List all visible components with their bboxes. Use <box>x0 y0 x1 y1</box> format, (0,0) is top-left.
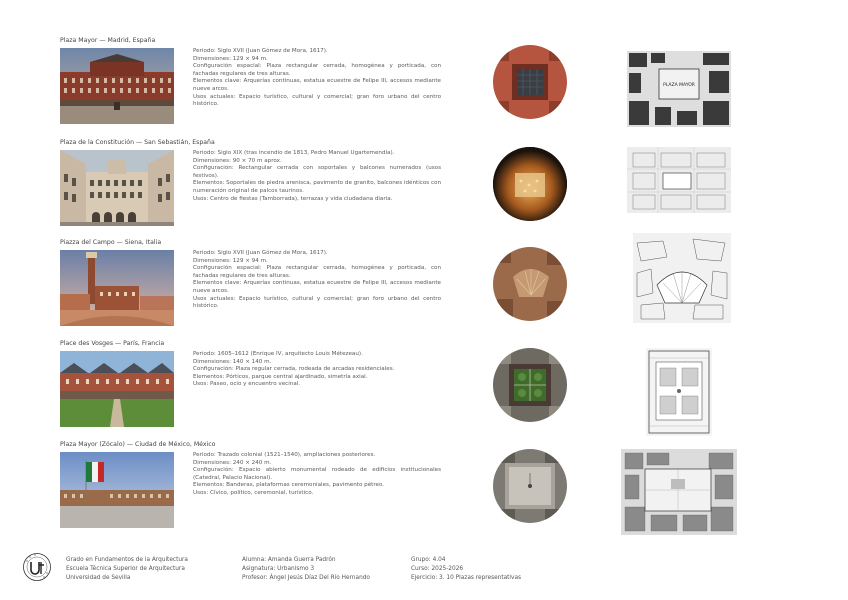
photo-plaza-mayor-madrid <box>60 48 174 124</box>
entry-title: Plaza Mayor — Madrid, España <box>60 37 156 44</box>
description-line: Periodo: Siglo XVII (Juan Gómez de Mora, 1617). <box>193 250 328 256</box>
description-line: Periodo: Siglo XIX (tras incendio de 1813, Pedro Manuel Ugartemendía). <box>193 150 395 156</box>
footer-institution <box>66 556 188 582</box>
description-line: Elementos: Soportales de piedra arenisca, pavimento de granito, balcones idénticos con numeración original de palcos taurinos. <box>193 180 441 194</box>
entry-madrid <box>0 37 848 137</box>
description-line: Configuración: Plaza regular cerrada, rodeada de arcadas residenciales. <box>193 366 395 373</box>
description-line: Configuración: Espacio abierto monumental rodeado de edificios institucionales (Catedral, Palacio Nacional). <box>193 467 441 481</box>
description-line: Periodo: Siglo XVII (Juan Gómez de Mora, 1617). <box>193 48 328 54</box>
photo-place-des-vosges <box>60 351 174 427</box>
description-line: Periodo: Trazado colonial (1521–1540), ampliaciones posteriores. <box>193 452 376 458</box>
entry-description <box>193 351 441 389</box>
entry-title: Plaza Mayor (Zócalo) — Ciudad de México, México <box>60 441 216 448</box>
description-line: Elementos clave: Arquerías continuas, estatua ecuestre de Felipe III, accesos mediante nueve arcos. <box>193 280 441 294</box>
footer-line: Alumna: Amanda Guerra Padrón <box>242 557 336 563</box>
footer-line: Asignatura: Urbanismo 3 <box>242 565 315 572</box>
description-line: Usos actuales: Espacio turístico, cultural y comercial; gran foro urbano del centro histórico. <box>193 295 441 310</box>
footer-author <box>242 556 370 582</box>
historic-plan-siena <box>633 233 731 323</box>
photo-piazza-del-campo <box>60 250 174 326</box>
entry-title: Place des Vosges — París, Francia <box>60 340 165 347</box>
historic-plan-san-sebastian <box>627 147 731 213</box>
description-line: Dimensiones: 140 × 140 m. <box>193 358 272 365</box>
description-line: Usos: Cívico, político, ceremonial, turístico. <box>193 489 314 496</box>
footer-line: Grupo: 4.04 <box>411 557 446 563</box>
description-line: Configuración: Rectangular cerrada con soportales y balcones numerados (usos festivos). <box>193 165 441 179</box>
entry-title: Plaza de la Constitución — San Sebastián, España <box>60 139 215 146</box>
entry-description <box>193 150 441 203</box>
description-line: Usos actuales: Espacio turístico, cultural y comercial; gran foro urbano del centro histórico. <box>193 93 441 108</box>
description-line: Elementos: Pórticos, parque central ajardinado, simetría axial. <box>193 373 368 380</box>
entry-san-sebastian <box>0 139 848 239</box>
description-line: Dimensiones: 240 × 240 m. <box>193 459 272 466</box>
aerial-view-san-sebastian <box>493 147 567 221</box>
historic-plan-madrid <box>627 51 731 127</box>
footer-line: Ejercicio: 3. 10 Plazas representativas <box>411 574 522 581</box>
description-line: Periodo: 1605–1612 (Enrique IV, arquitecto Louis Métezeau). <box>193 351 363 357</box>
entry-description <box>193 48 441 109</box>
aerial-view-siena <box>493 247 567 321</box>
aerial-view-paris <box>493 348 567 422</box>
footer-line: Profesor: Ángel Jesús Díaz Del Río Hernando <box>242 574 370 581</box>
description-line: Configuración espacial: Plaza rectangular cerrada, homogénea y porticada, con fachadas regulares de tres alturas. <box>193 63 441 77</box>
entry-description <box>193 250 441 311</box>
photo-plaza-constitucion <box>60 150 174 226</box>
entry-paris <box>0 340 848 440</box>
aerial-view-madrid <box>493 45 567 119</box>
description-line: Elementos clave: Arquerías continuas, estatua ecuestre de Felipe III, accesos mediante nueve arcos. <box>193 78 441 92</box>
description-line: Dimensiones: 129 × 94 m. <box>193 55 268 62</box>
entry-siena <box>0 239 848 339</box>
description-line: Usos: Centro de fiestas (Tamborrada), terrazas y vida ciudadana diaria. <box>193 195 393 202</box>
historic-plan-mexico <box>621 449 737 535</box>
entry-description <box>193 452 441 498</box>
description-line: Configuración espacial: Plaza rectangular cerrada, homogénea y porticada, con fachadas regulares de tres alturas. <box>193 265 441 279</box>
footer-line: Escuela Técnica Superior de Arquitectura <box>66 565 185 572</box>
description-line: Elementos: Banderas, plataformas ceremoniales, pavimento pétreo. <box>193 482 385 489</box>
aerial-view-mexico <box>493 449 567 523</box>
footer <box>0 556 848 586</box>
description-line: Usos: Paseo, ocio y encuentro vecinal. <box>193 381 301 388</box>
plan-label: PLAZA MAYOR <box>663 83 695 88</box>
footer-line: Universidad de Sevilla <box>66 574 131 581</box>
description-line: Dimensiones: 129 × 94 m. <box>193 257 268 264</box>
footer-line: Grado en Fundamentos de la Arquitectura <box>66 557 188 563</box>
historic-plan-paris <box>646 348 712 436</box>
photo-zocalo <box>60 452 174 528</box>
description-line: Dimensiones: 90 × 70 m aprox. <box>193 157 282 164</box>
footer-line: Curso: 2025-2026 <box>411 565 464 572</box>
footer-course <box>411 556 521 582</box>
entry-mexico <box>0 441 848 541</box>
entry-title: Piazza del Campo — Siena, Italia <box>60 239 162 246</box>
